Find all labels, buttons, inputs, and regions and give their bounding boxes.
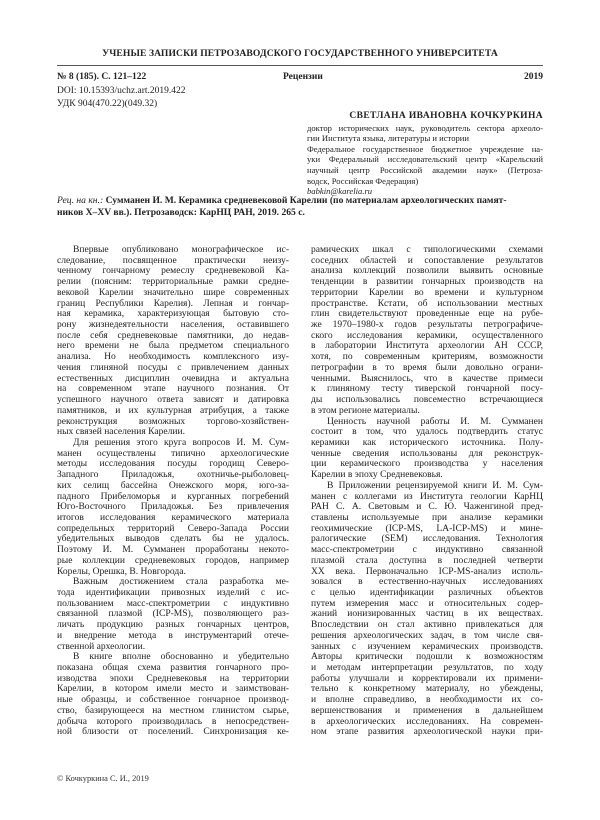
text-line: тенденции в развитии гончарных производств на [311,276,543,288]
text-line: путем измерения масс и относительных содер- [311,597,543,609]
text-line: в этом регионе материалы. [311,404,420,416]
text-line: XX века. Первоначально ICP-MS-анализ исполь- [311,565,543,577]
author-name: СВЕТЛАНА ИВАНОВНА КОЧКУРКИНА [349,111,543,121]
text-line: сопредельных территорий Северо-Запада России [57,522,289,534]
doi[interactable]: DOI: 10.15393/uchz.art.2019.422 [57,86,186,96]
text-line: ких селищ бассейна Онежского моря, юго-за- [57,479,289,491]
body-right-column [311,245,543,738]
text-line: Впоследствии он стал активно привлекаться для [311,619,543,631]
text-line: к глиняному тесту тиверской гончарной посу- [311,383,543,395]
text-line: тельно к конкретному материалу, но убеждены, [311,683,543,695]
text-line: и методам интерпретации результатов, по ходу [311,662,543,674]
text-line: Карелии в эпоху Средневековья. [311,469,443,481]
reference-line [57,195,543,207]
text-line: личать продукцию разных гончарных центров, [57,619,289,631]
text-line: ции керамического производства у населения [311,458,543,470]
text-line: успешного научного ответа зависят и датировка [57,394,289,406]
text-line: ственной археологии. [57,640,146,652]
text-line: ченные сведения использованы для реконструк- [311,447,543,459]
text-line: состоит в том, что удалось подтвердить статус [311,426,543,438]
text-line: ченному гончарному ремеслу средневековой Ка- [57,265,289,277]
text-line: методы исследования посуды городищ Северо- [57,458,289,470]
text-line: ных связей населения Карелии. [57,426,185,438]
text-line: масс-спектрометрии с индуктивно связанной [311,544,543,556]
issue-number: № 8 (185). С. 121–122 [57,72,147,82]
text-line: ского исследования керамики, осуществленного [311,329,543,341]
text-line: него времени не была предметом специального [57,340,289,352]
author-affiliation-line: уки Федеральный исследовательский центр «Карельский [307,154,543,165]
text-line: на современном этапе научного познания. От [57,383,289,395]
text-line: пространстве. Кстати, об использовании местных [311,297,543,309]
text-line: падного Прибеломорья и курганных погребений [57,490,289,502]
header-rule [57,65,543,66]
text-line: ные образцы, и собственное гончарное производ- [57,694,289,706]
text-line: Для решения этого круга вопросов И. М. Сум- [73,436,289,448]
text-line: Поэтому И. М. Сумманен проработаны некото- [57,544,289,556]
text-line: территории Карелии во времени и культурном [311,286,543,298]
text-line: естественных дисциплин очевидна и актуальна [57,372,289,384]
text-line: же 1970–1980-х годов результаты петрографиче- [311,319,543,331]
text-line: геохимические (ICP-MS, LA-ICP-MS) и мине- [311,522,543,534]
text-line: глин свидетельствуют проведенные еще на рубе- [311,308,543,320]
text-line: ченными. Выяснилось, что в качестве примеси [311,372,543,384]
author-affiliation-line: водск, Российская Федерация) [307,175,419,186]
text-line: добыча которого производилась в непосредствен- [57,715,289,727]
text-line: работы улучшали и корректировали их примени- [311,672,543,684]
text-line: манен с коллегами из Института геологии КарНЦ [311,490,543,502]
text-line: следование, посвященное практически неизу- [57,254,289,266]
text-line: В книге вполне обоснованно и убедительно [73,651,289,663]
text-line: петрографии в то время были довольно ограни- [311,361,543,373]
text-line: Важным достижением стала разработка ме- [73,576,289,588]
text-line: памятников, и их культурная атрибуция, а также [57,404,289,416]
text-line: Впервые опубликовано монографическое ис- [73,244,289,255]
text-line: анализа коллекций позволили выявить основные [311,265,543,277]
text-line: связанной плазмой (ICP-MS), позволяющего раз- [57,608,289,620]
issue-year: 2019 [524,72,543,82]
text-line: керамики как исторического источника. Полу- [311,436,543,448]
text-line: в археологических исследованиях. На современ- [311,715,543,727]
text-line: Корелы, Орешка, В. Новгорода. [57,565,186,577]
author-email[interactable]: babkin@karelia.ru [307,186,373,197]
author-affiliation-line: доктор исторических наук, руководитель сектора археоло- [307,122,543,133]
text-line: хотя, по современным критериям, возможности [311,351,543,363]
text-line: анализа. Но необходимость комплексного изу- [57,351,289,363]
text-line: зовался в естественно-научных исследованиях [311,576,543,588]
text-line: манен осуществлены типично археологические [57,447,289,459]
journal-title: УЧЕНЫЕ ЗАПИСКИ ПЕТРОЗАВОДСКОГО ГОСУДАРСТВЕННОГО УНИВЕРСИТЕТА [102,48,498,59]
text-line: рону жизнедеятельности населения, оставившего [57,319,289,331]
author-affiliation-line: научный центр Российской академии наук» (Петроза- [307,164,543,175]
text-line: показана общая схема развития гончарного про- [57,662,289,674]
text-line: вековой Карелии значительно шире современных [57,286,289,298]
text-line: Авторы критически подошли к возможностям [311,651,543,663]
text-line: плазмой стала доступна в последней четверти [311,554,543,566]
text-line: релии (поясним: территориальные рамки средне- [57,276,289,288]
reference-line: ников X–XV вв.). Петрозаводск: КарНЦ РАН, 2019. 265 с. [57,206,305,218]
text-line: тода идентификации привозных изделий с ис- [57,587,289,598]
author-affiliation-line: Федеральное государственное бюджетное учреждение на- [307,143,543,154]
text-line: границ Республики Карелия). Лепная и гончар- [57,297,289,309]
text-line: ство, базирующееся на местном глинистом сырье, [57,704,289,716]
text-line: убедительных выводов сделать бы не удалось. [57,533,289,545]
text-line: Карелии, в котором имели место и заимствован- [57,683,289,695]
udk-code: УДК 904(470.22)(049.32) [57,99,158,109]
reference-text-1: Сумманен И. М. Керамика средневековой Карелии (по материалам археологических памят- [105,195,507,206]
text-line: жаний ионизированных частиц в их веществах. [311,608,543,620]
text-line: занных с изучением керамических производств. [311,640,543,652]
copyright-notice: © Кочкуркина С. И., 2019 [57,774,149,783]
text-line: решения археологических задач, в том числе свя- [311,629,543,641]
text-line: ставлены используемые при анализе керамики [311,511,543,523]
text-line: и внедрение метода в инструментарий отече- [57,629,289,641]
text-line: ном этапе развития археологической науки при- [311,726,543,738]
text-line: соседних областей и сопоставление результатов [311,254,543,266]
text-line: рые коллекции средневековых городов, например [57,554,289,566]
author-block [307,111,543,197]
text-line: рамических шкал с типологическими схемами [311,244,543,255]
text-line: пользованием масс-спектрометрии с индуктивно [57,597,289,609]
text-line: ной близости от поселений. Синхронизация ке- [57,726,289,738]
text-line: В Приложении рецензируемой книги И. М. Сум- [327,479,543,491]
text-line: чения глиняной посуды с привлечением данных [57,361,289,373]
section-name: Рецензии [283,72,323,82]
text-line: в лаборатории Института археологии АН СССР, [311,340,543,352]
text-line: ная керамика, характеризующая бытовую сто- [57,308,289,320]
text-line: изводства эпохи Средневековья на территории [57,672,289,684]
book-reference [57,195,543,218]
text-line: ралогические (SEM) исследования. Технология [311,533,543,545]
text-line: с целью идентификации различных объектов [311,587,543,598]
text-line: итогов исследования керамического материала [57,511,289,523]
text-line: Юго-Восточного Приладожья. Без привлечения [57,501,289,513]
reference-label: Рец. на кн.: [57,195,104,206]
text-line: вершенствования и применения в дальнейшем [311,704,543,716]
text-line: Ценность научной работы И. М. Сумманен [327,415,543,427]
text-line: после себя средневековые памятники, до недав- [57,329,289,341]
text-line: Западного Приладожья, охотничье-рыболовец- [57,469,289,481]
author-affiliation-line: гии Института языка, литературы и истории [307,133,469,144]
text-line: и вполне справедливо, в необходимости их со- [311,694,543,706]
text-line: ды использовались повсеместно встречающиеся [311,394,543,406]
body-left-column [57,245,289,738]
text-line: реконструкция возможных торгово-хозяйствен- [57,415,289,427]
text-line: РАН С. А. Световым и С. Ю. Чаженгиной пред- [311,501,543,513]
